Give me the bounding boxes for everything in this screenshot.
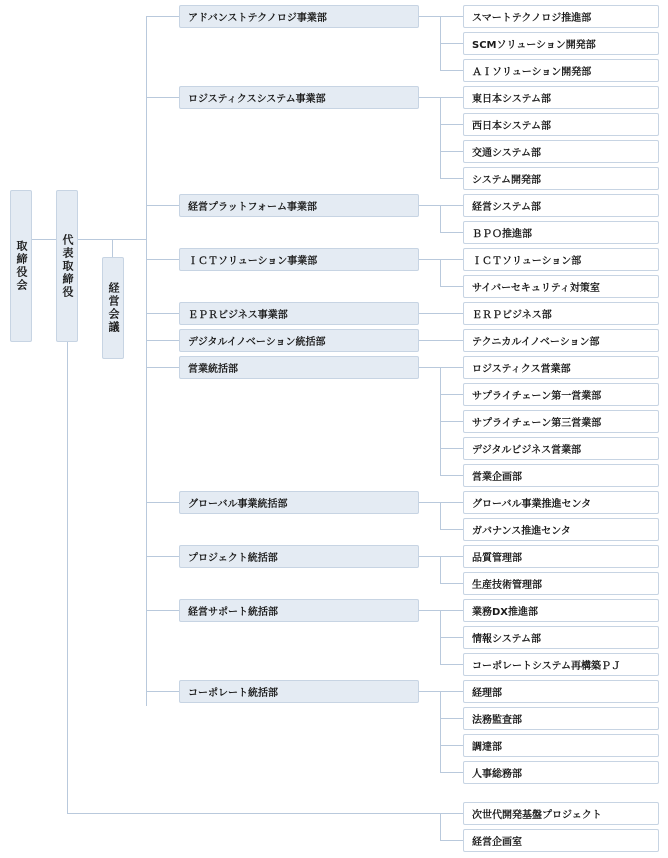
department-tick — [440, 232, 463, 233]
direct-tick — [440, 840, 463, 841]
department-box — [463, 113, 659, 136]
division-connector — [146, 340, 179, 341]
division-connector — [146, 313, 179, 314]
department-tick — [440, 70, 463, 71]
division-label: 経営プラットフォーム事業部 — [188, 202, 317, 213]
division-label: プロジェクト統括部 — [188, 553, 278, 564]
department-branch-line — [440, 502, 441, 529]
department-label: 交通システム部 — [472, 148, 541, 159]
department-label: ＡＩソリューション開発部 — [472, 67, 592, 78]
connector-council — [112, 239, 113, 257]
department-label: グローバル事業推進センタ — [472, 499, 592, 510]
department-tick — [440, 475, 463, 476]
department-label: 東日本システム部 — [472, 94, 551, 105]
department-box — [463, 302, 659, 325]
department-box — [463, 167, 659, 190]
department-connector — [419, 16, 463, 17]
department-label: 情報システム部 — [472, 634, 541, 645]
management-council-box — [102, 257, 124, 359]
department-connector — [419, 97, 463, 98]
president-label: 代表取締役 — [61, 233, 74, 299]
direct-unit-label: 次世代開発基盤プロジェクト — [472, 810, 602, 821]
department-label: ＥＲＰビジネス部 — [472, 310, 552, 321]
department-tick — [440, 43, 463, 44]
department-label: サプライチェーン第三営業部 — [472, 418, 602, 429]
department-connector — [419, 340, 463, 341]
division-box — [179, 194, 419, 217]
department-label: 人事総務部 — [472, 769, 522, 780]
division-label: 営業統括部 — [188, 364, 238, 375]
department-box — [463, 329, 659, 352]
board-of-directors-box — [10, 190, 32, 342]
department-box — [463, 59, 659, 82]
department-label: ガバナンス推進センタ — [472, 526, 571, 537]
department-label: 経営システム部 — [472, 202, 541, 213]
division-connector — [146, 556, 179, 557]
president-down-line — [67, 342, 68, 813]
department-box — [463, 599, 659, 622]
department-connector — [419, 610, 463, 611]
department-label: 法務監査部 — [472, 715, 522, 726]
department-label: サイバーセキュリティ対策室 — [472, 283, 600, 294]
direct-unit-box — [463, 802, 659, 825]
president-box — [56, 190, 78, 342]
department-branch-line — [440, 259, 441, 286]
department-branch-line — [440, 556, 441, 583]
department-label: 営業企画部 — [472, 472, 522, 483]
department-connector — [419, 556, 463, 557]
division-label: ロジスティクスシステム事業部 — [188, 94, 326, 105]
department-box — [463, 140, 659, 163]
division-connector — [146, 259, 179, 260]
department-box — [463, 707, 659, 730]
department-box — [463, 86, 659, 109]
division-box — [179, 491, 419, 514]
department-tick — [440, 529, 463, 530]
department-label: デジタルビジネス営業部 — [472, 445, 582, 456]
department-box — [463, 410, 659, 433]
direct-unit-box — [463, 829, 659, 852]
department-label: コーポレートシステム再構築ＰＪ — [472, 661, 621, 672]
department-box — [463, 626, 659, 649]
department-tick — [440, 664, 463, 665]
department-tick — [440, 286, 463, 287]
division-connector — [146, 502, 179, 503]
division-box — [179, 329, 419, 352]
department-label: ロジスティクス営業部 — [472, 364, 571, 375]
department-label: 経理部 — [472, 688, 502, 699]
department-connector — [419, 502, 463, 503]
division-box — [179, 5, 419, 28]
connector-board-president — [32, 239, 56, 240]
department-label: 西日本システム部 — [472, 121, 551, 132]
division-connector — [146, 16, 179, 17]
division-label: グローバル事業統括部 — [188, 499, 288, 510]
department-label: 調達部 — [472, 742, 502, 753]
department-branch-line — [440, 205, 441, 232]
department-box — [463, 518, 659, 541]
department-connector — [419, 205, 463, 206]
department-box — [463, 653, 659, 676]
department-connector — [419, 367, 463, 368]
direct-horizontal-line — [67, 813, 463, 814]
department-label: スマートテクノロジ推進部 — [472, 13, 592, 24]
department-label: 品質管理部 — [472, 553, 522, 564]
division-spine — [146, 16, 147, 706]
department-tick — [440, 421, 463, 422]
department-label: システム開発部 — [472, 175, 541, 186]
division-label: ＩＣＴソリューション事業部 — [188, 256, 318, 267]
department-connector — [419, 259, 463, 260]
department-tick — [440, 745, 463, 746]
department-branch-line — [440, 97, 441, 178]
department-box — [463, 680, 659, 703]
department-box — [463, 572, 659, 595]
department-box — [463, 248, 659, 271]
department-label: サプライチェーン第一営業部 — [472, 391, 602, 402]
division-label: コーポレート統括部 — [188, 688, 278, 699]
council-label: 経営会議 — [107, 282, 120, 334]
division-box — [179, 680, 419, 703]
division-label: ＥＰＲビジネス事業部 — [188, 310, 288, 321]
department-box — [463, 221, 659, 244]
department-tick — [440, 178, 463, 179]
department-tick — [440, 772, 463, 773]
department-tick — [440, 151, 463, 152]
division-label: 経営サポート統括部 — [188, 607, 278, 618]
department-connector — [419, 691, 463, 692]
department-tick — [440, 718, 463, 719]
department-label: 生産技術管理部 — [472, 580, 542, 591]
department-box — [463, 437, 659, 460]
department-label: SCMソリューション開発部 — [472, 40, 596, 51]
department-box — [463, 356, 659, 379]
department-label: ＢＰＯ推進部 — [472, 229, 532, 240]
department-box — [463, 5, 659, 28]
department-tick — [440, 637, 463, 638]
department-tick — [440, 583, 463, 584]
department-box — [463, 734, 659, 757]
department-box — [463, 545, 659, 568]
division-box — [179, 545, 419, 568]
department-tick — [440, 448, 463, 449]
department-tick — [440, 124, 463, 125]
department-box — [463, 491, 659, 514]
division-box — [179, 302, 419, 325]
department-label: 業務DX推進部 — [472, 607, 539, 618]
direct-vertical-line — [440, 813, 441, 840]
division-label: デジタルイノベーション統括部 — [188, 337, 326, 348]
division-connector — [146, 97, 179, 98]
division-box — [179, 248, 419, 271]
department-box — [463, 194, 659, 217]
department-branch-line — [440, 691, 441, 772]
division-box — [179, 356, 419, 379]
direct-unit-label: 経営企画室 — [472, 837, 522, 848]
division-connector — [146, 610, 179, 611]
department-label: ＩＣＴソリューション部 — [472, 256, 582, 267]
department-tick — [440, 394, 463, 395]
division-connector — [146, 367, 179, 368]
department-box — [463, 464, 659, 487]
department-box — [463, 383, 659, 406]
board-label: 取締役会 — [15, 240, 28, 292]
department-label: テクニカルイノベーション部 — [472, 337, 600, 348]
division-box — [179, 86, 419, 109]
division-label: アドバンストテクノロジ事業部 — [188, 13, 327, 24]
department-box — [463, 275, 659, 298]
department-connector — [419, 313, 463, 314]
division-connector — [146, 205, 179, 206]
division-connector — [146, 691, 179, 692]
department-box — [463, 32, 659, 55]
division-box — [179, 599, 419, 622]
department-box — [463, 761, 659, 784]
